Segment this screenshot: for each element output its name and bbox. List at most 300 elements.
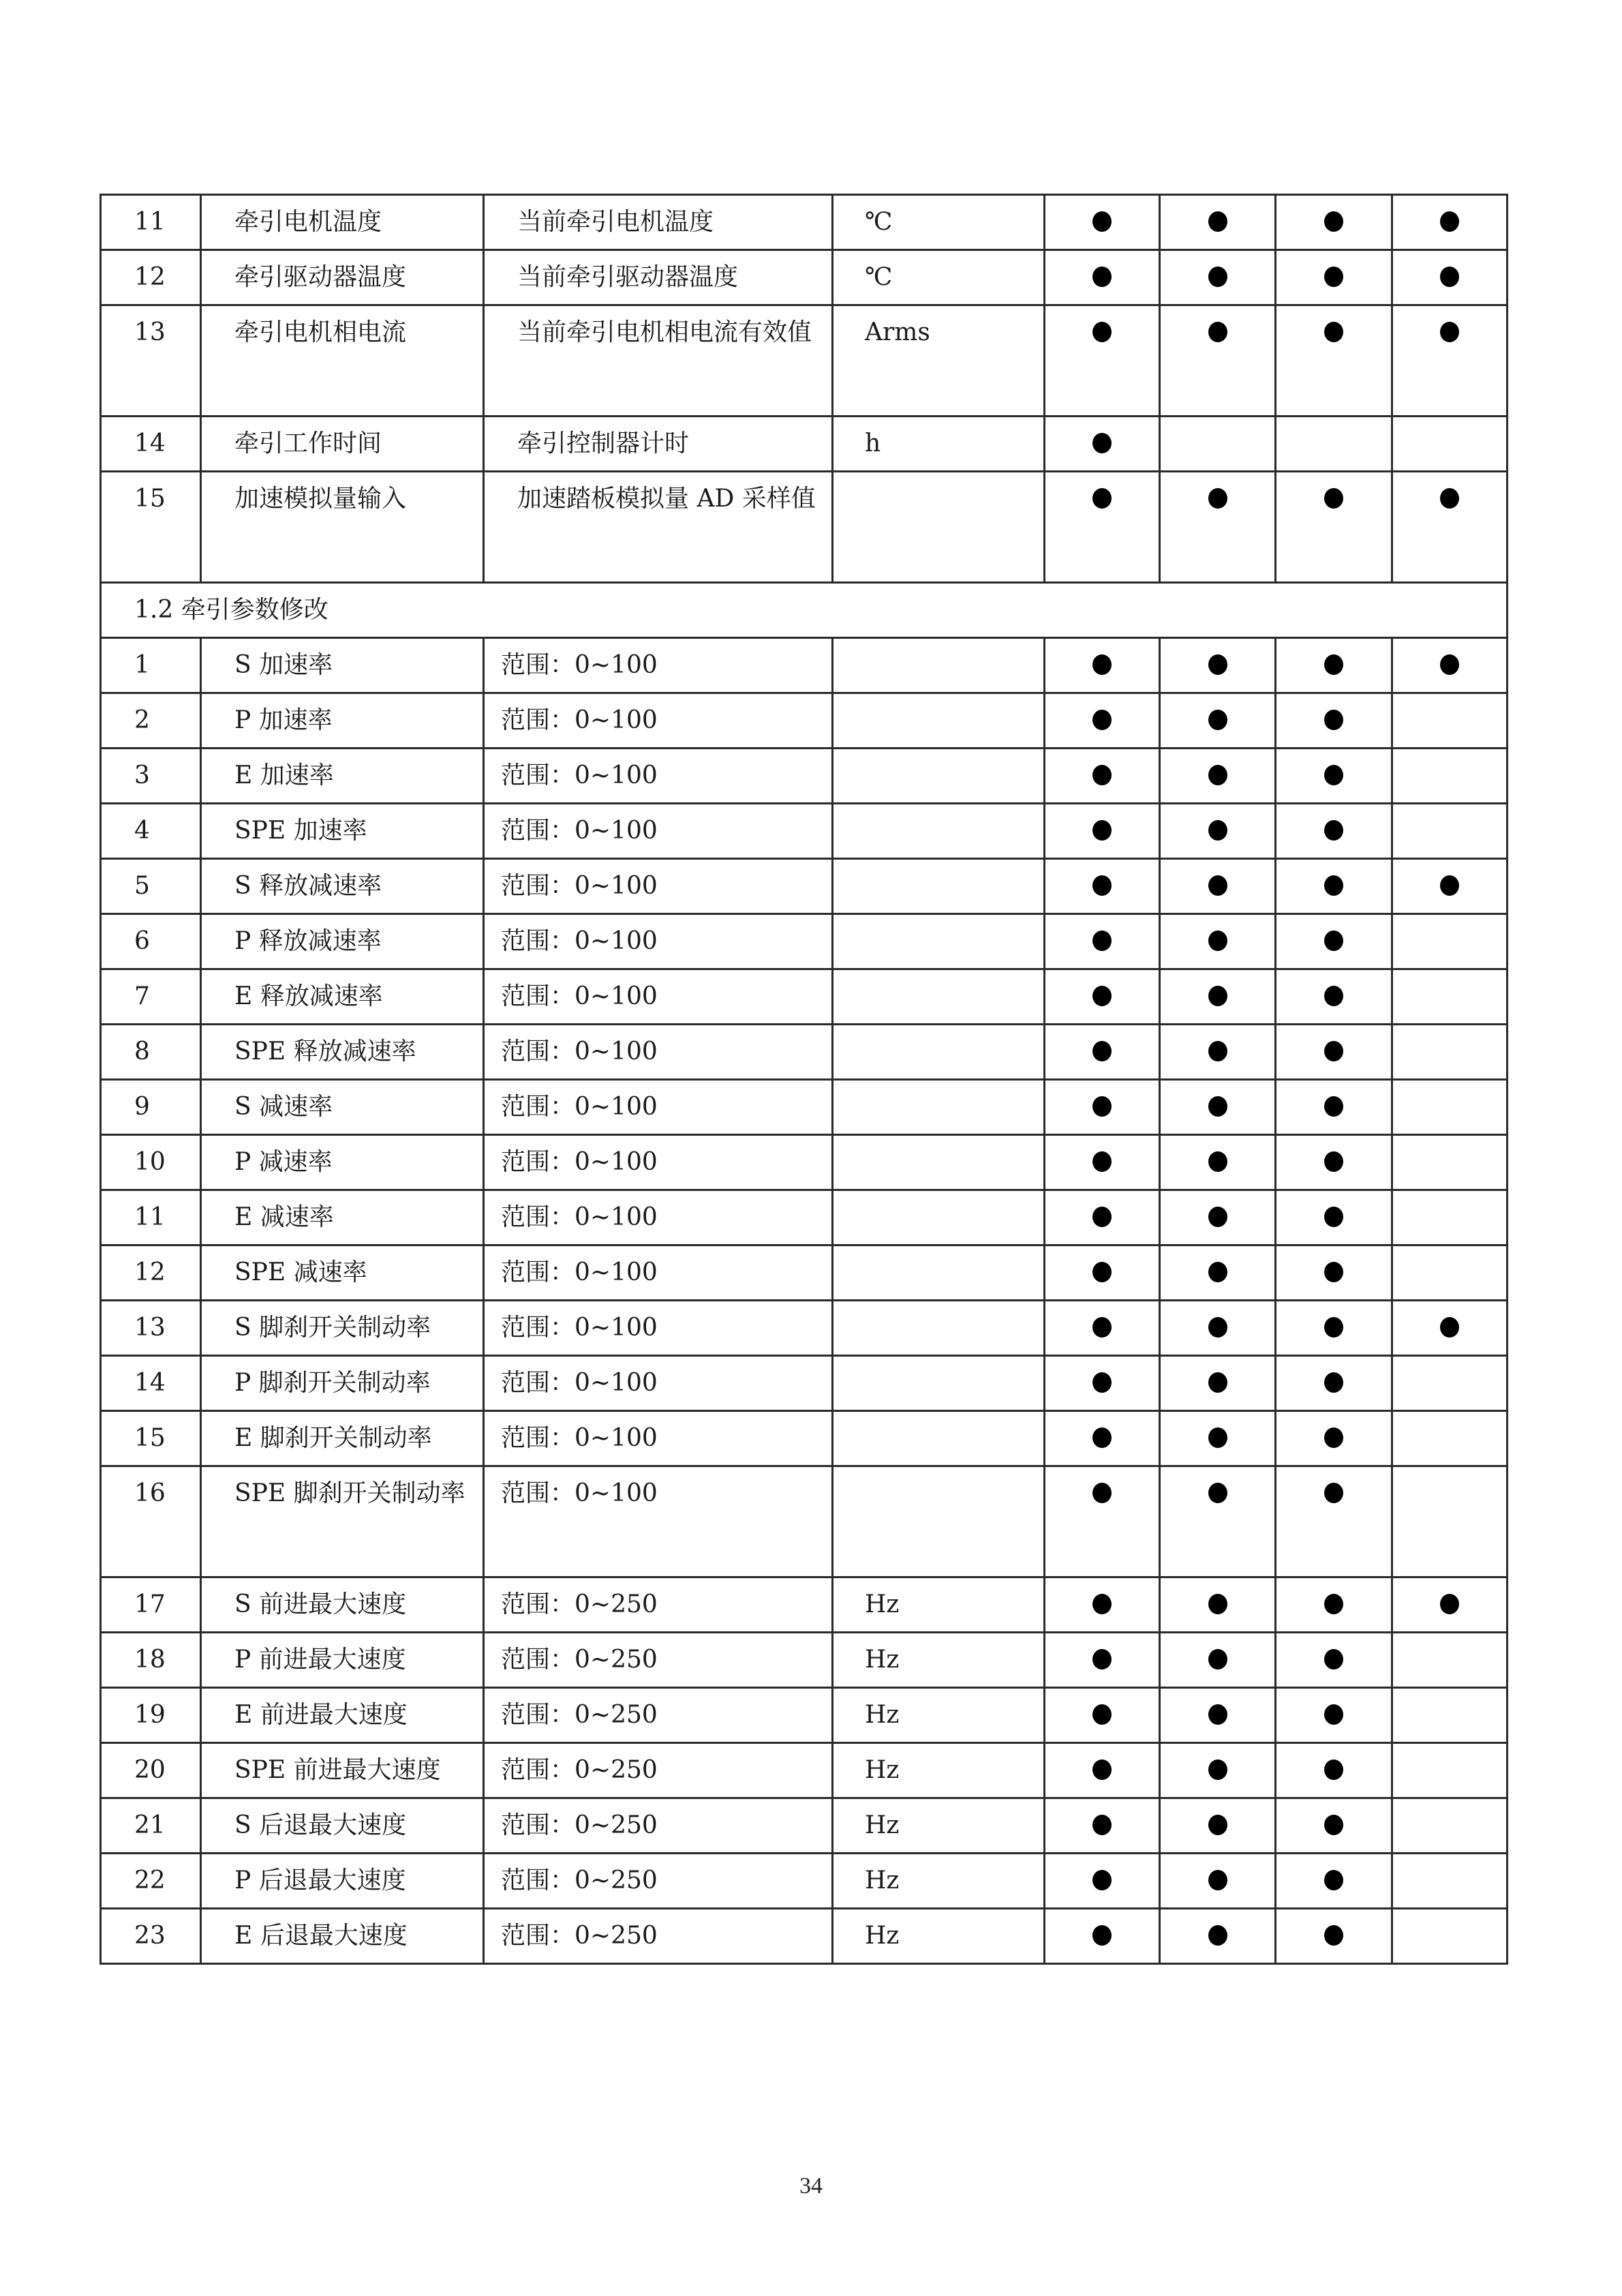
mode-3-support-cell bbox=[1276, 749, 1392, 804]
table-row bbox=[101, 1909, 1508, 1964]
mode-1-support-cell bbox=[1045, 1577, 1160, 1633]
parameter-name: E 减速率 bbox=[201, 1190, 484, 1245]
mode-4-support-cell bbox=[1392, 749, 1508, 804]
filled-circle-icon bbox=[1324, 211, 1343, 232]
filled-circle-icon bbox=[1324, 765, 1343, 785]
filled-circle-icon bbox=[1208, 654, 1227, 675]
parameter-name: SPE 减速率 bbox=[201, 1245, 484, 1301]
table-row bbox=[101, 914, 1508, 969]
filled-circle-icon bbox=[1324, 1815, 1343, 1835]
parameter-description: 范围：0~250 bbox=[484, 1688, 833, 1743]
mode-2-support-cell bbox=[1160, 1854, 1276, 1909]
mode-2-support-cell bbox=[1160, 638, 1276, 693]
row-number: 19 bbox=[101, 1688, 201, 1743]
parameter-name: 牵引驱动器温度 bbox=[201, 250, 484, 305]
filled-circle-icon bbox=[1092, 1372, 1112, 1393]
mode-1-support-cell bbox=[1045, 417, 1160, 472]
mode-1-support-cell bbox=[1045, 1190, 1160, 1245]
parameter-name: S 前进最大速度 bbox=[201, 1577, 484, 1633]
filled-circle-icon bbox=[1092, 488, 1112, 509]
mode-3-support-cell bbox=[1276, 1798, 1392, 1854]
filled-circle-icon bbox=[1440, 1594, 1459, 1614]
filled-circle-icon bbox=[1092, 433, 1112, 453]
table-row bbox=[101, 693, 1508, 749]
row-number: 22 bbox=[101, 1854, 201, 1909]
mode-3-support-cell bbox=[1276, 1080, 1392, 1135]
parameter-name: E 前进最大速度 bbox=[201, 1688, 484, 1743]
mode-3-support-cell bbox=[1276, 1743, 1392, 1798]
filled-circle-icon bbox=[1324, 1096, 1343, 1117]
mode-3-support-cell bbox=[1276, 1190, 1392, 1245]
mode-2-support-cell bbox=[1160, 1466, 1276, 1577]
mode-4-support-cell bbox=[1392, 804, 1508, 859]
mode-3-support-cell bbox=[1276, 804, 1392, 859]
parameter-description: 范围：0~100 bbox=[484, 1411, 833, 1466]
mode-2-support-cell bbox=[1160, 1356, 1276, 1411]
mode-4-support-cell bbox=[1392, 693, 1508, 749]
parameter-unit bbox=[833, 969, 1045, 1025]
parameter-description: 当前牵引电机相电流有效值 bbox=[484, 305, 833, 417]
mode-1-support-cell bbox=[1045, 305, 1160, 417]
filled-circle-icon bbox=[1092, 1704, 1112, 1725]
filled-circle-icon bbox=[1208, 1594, 1227, 1614]
mode-3-support-cell bbox=[1276, 472, 1392, 583]
filled-circle-icon bbox=[1324, 1151, 1343, 1172]
parameter-unit: ℃ bbox=[833, 195, 1045, 250]
mode-4-support-cell bbox=[1392, 1798, 1508, 1854]
filled-circle-icon bbox=[1324, 1372, 1343, 1393]
parameter-description: 范围：0~250 bbox=[484, 1798, 833, 1854]
parameter-unit bbox=[833, 1245, 1045, 1301]
parameter-name: 加速模拟量输入 bbox=[201, 472, 484, 583]
parameter-description: 加速踏板模拟量 AD 采样值 bbox=[484, 472, 833, 583]
mode-2-support-cell bbox=[1160, 1743, 1276, 1798]
mode-4-support-cell bbox=[1392, 859, 1508, 914]
filled-circle-icon bbox=[1208, 1870, 1227, 1890]
mode-2-support-cell bbox=[1160, 472, 1276, 583]
row-number: 18 bbox=[101, 1633, 201, 1688]
parameter-unit bbox=[833, 1411, 1045, 1466]
mode-3-support-cell bbox=[1276, 1135, 1392, 1190]
filled-circle-icon bbox=[1092, 1262, 1112, 1282]
row-number: 6 bbox=[101, 914, 201, 969]
filled-circle-icon bbox=[1208, 1483, 1227, 1503]
parameter-unit: ℃ bbox=[833, 250, 1045, 305]
filled-circle-icon bbox=[1092, 1317, 1112, 1338]
parameter-description: 范围：0~100 bbox=[484, 1190, 833, 1245]
mode-1-support-cell bbox=[1045, 1633, 1160, 1688]
parameter-table bbox=[100, 194, 1508, 1965]
mode-1-support-cell bbox=[1045, 969, 1160, 1025]
parameter-description: 范围：0~100 bbox=[484, 638, 833, 693]
table-row bbox=[101, 250, 1508, 305]
table-row bbox=[101, 1135, 1508, 1190]
filled-circle-icon bbox=[1208, 1649, 1227, 1670]
mode-3-support-cell bbox=[1276, 1633, 1392, 1688]
filled-circle-icon bbox=[1092, 654, 1112, 675]
table-row bbox=[101, 1301, 1508, 1356]
parameter-unit bbox=[833, 693, 1045, 749]
row-number: 1 bbox=[101, 638, 201, 693]
parameter-unit bbox=[833, 1190, 1045, 1245]
mode-1-support-cell bbox=[1045, 1743, 1160, 1798]
section-title: 1.2 牵引参数修改 bbox=[101, 583, 1508, 638]
filled-circle-icon bbox=[1324, 1649, 1343, 1670]
mode-3-support-cell bbox=[1276, 914, 1392, 969]
parameter-unit: Hz bbox=[833, 1688, 1045, 1743]
filled-circle-icon bbox=[1208, 1815, 1227, 1835]
mode-4-support-cell bbox=[1392, 1301, 1508, 1356]
mode-1-support-cell bbox=[1045, 1466, 1160, 1577]
parameter-description: 范围：0~100 bbox=[484, 969, 833, 1025]
mode-2-support-cell bbox=[1160, 1577, 1276, 1633]
table-row bbox=[101, 1080, 1508, 1135]
filled-circle-icon bbox=[1324, 267, 1343, 287]
filled-circle-icon bbox=[1440, 211, 1459, 232]
parameter-name: E 释放减速率 bbox=[201, 969, 484, 1025]
parameter-name: SPE 释放减速率 bbox=[201, 1025, 484, 1080]
mode-2-support-cell bbox=[1160, 1135, 1276, 1190]
row-number: 11 bbox=[101, 1190, 201, 1245]
parameter-unit bbox=[833, 638, 1045, 693]
filled-circle-icon bbox=[1440, 267, 1459, 287]
mode-1-support-cell bbox=[1045, 1798, 1160, 1854]
parameter-name: S 脚刹开关制动率 bbox=[201, 1301, 484, 1356]
filled-circle-icon bbox=[1208, 211, 1227, 232]
mode-4-support-cell bbox=[1392, 472, 1508, 583]
mode-2-support-cell bbox=[1160, 1301, 1276, 1356]
mode-3-support-cell bbox=[1276, 1466, 1392, 1577]
mode-2-support-cell bbox=[1160, 969, 1276, 1025]
row-number: 12 bbox=[101, 1245, 201, 1301]
filled-circle-icon bbox=[1208, 1207, 1227, 1227]
parameter-description: 当前牵引电机温度 bbox=[484, 195, 833, 250]
parameter-description: 当前牵引驱动器温度 bbox=[484, 250, 833, 305]
filled-circle-icon bbox=[1324, 488, 1343, 509]
row-number: 14 bbox=[101, 417, 201, 472]
row-number: 7 bbox=[101, 969, 201, 1025]
row-number: 15 bbox=[101, 1411, 201, 1466]
row-number: 15 bbox=[101, 472, 201, 583]
mode-2-support-cell bbox=[1160, 914, 1276, 969]
mode-3-support-cell bbox=[1276, 1688, 1392, 1743]
filled-circle-icon bbox=[1324, 1925, 1343, 1946]
filled-circle-icon bbox=[1092, 1151, 1112, 1172]
parameter-unit bbox=[833, 1466, 1045, 1577]
parameter-description: 范围：0~250 bbox=[484, 1854, 833, 1909]
filled-circle-icon bbox=[1324, 1317, 1343, 1338]
table-row bbox=[101, 1688, 1508, 1743]
row-number: 10 bbox=[101, 1135, 201, 1190]
mode-2-support-cell bbox=[1160, 749, 1276, 804]
filled-circle-icon bbox=[1208, 1704, 1227, 1725]
parameter-description: 范围：0~100 bbox=[484, 1135, 833, 1190]
mode-4-support-cell bbox=[1392, 1743, 1508, 1798]
filled-circle-icon bbox=[1208, 765, 1227, 785]
filled-circle-icon bbox=[1092, 1483, 1112, 1503]
filled-circle-icon bbox=[1092, 986, 1112, 1006]
parameter-name: S 释放减速率 bbox=[201, 859, 484, 914]
filled-circle-icon bbox=[1440, 322, 1459, 342]
filled-circle-icon bbox=[1440, 875, 1459, 896]
table-row bbox=[101, 749, 1508, 804]
mode-3-support-cell bbox=[1276, 1356, 1392, 1411]
filled-circle-icon bbox=[1324, 1483, 1343, 1503]
mode-3-support-cell bbox=[1276, 969, 1392, 1025]
filled-circle-icon bbox=[1092, 1207, 1112, 1227]
mode-4-support-cell bbox=[1392, 1909, 1508, 1964]
mode-4-support-cell bbox=[1392, 1688, 1508, 1743]
parameter-description: 范围：0~100 bbox=[484, 1356, 833, 1411]
row-number: 13 bbox=[101, 1301, 201, 1356]
filled-circle-icon bbox=[1324, 1207, 1343, 1227]
mode-4-support-cell bbox=[1392, 1466, 1508, 1577]
table-row bbox=[101, 804, 1508, 859]
table-row bbox=[101, 1190, 1508, 1245]
parameter-unit: Hz bbox=[833, 1577, 1045, 1633]
mode-2-support-cell bbox=[1160, 1633, 1276, 1688]
mode-4-support-cell bbox=[1392, 1577, 1508, 1633]
table-row bbox=[101, 638, 1508, 693]
mode-3-support-cell bbox=[1276, 250, 1392, 305]
parameter-unit bbox=[833, 749, 1045, 804]
filled-circle-icon bbox=[1208, 1041, 1227, 1061]
mode-4-support-cell bbox=[1392, 1356, 1508, 1411]
parameter-name: P 后退最大速度 bbox=[201, 1854, 484, 1909]
mode-3-support-cell bbox=[1276, 1301, 1392, 1356]
table-row bbox=[101, 1743, 1508, 1798]
filled-circle-icon bbox=[1092, 322, 1112, 342]
row-number: 11 bbox=[101, 195, 201, 250]
parameter-unit bbox=[833, 472, 1045, 583]
mode-1-support-cell bbox=[1045, 1245, 1160, 1301]
mode-2-support-cell bbox=[1160, 250, 1276, 305]
mode-4-support-cell bbox=[1392, 1025, 1508, 1080]
parameter-description: 牵引控制器计时 bbox=[484, 417, 833, 472]
table-row bbox=[101, 859, 1508, 914]
parameter-description: 范围：0~250 bbox=[484, 1909, 833, 1964]
filled-circle-icon bbox=[1208, 875, 1227, 896]
filled-circle-icon bbox=[1208, 322, 1227, 342]
filled-circle-icon bbox=[1092, 1870, 1112, 1890]
mode-1-support-cell bbox=[1045, 1356, 1160, 1411]
filled-circle-icon bbox=[1208, 1096, 1227, 1117]
table-row bbox=[101, 1633, 1508, 1688]
mode-1-support-cell bbox=[1045, 1025, 1160, 1080]
filled-circle-icon bbox=[1324, 710, 1343, 730]
parameter-description: 范围：0~100 bbox=[484, 804, 833, 859]
mode-4-support-cell bbox=[1392, 195, 1508, 250]
parameter-unit bbox=[833, 1080, 1045, 1135]
filled-circle-icon bbox=[1092, 267, 1112, 287]
table-row bbox=[101, 1245, 1508, 1301]
parameter-description: 范围：0~100 bbox=[484, 1466, 833, 1577]
row-number: 14 bbox=[101, 1356, 201, 1411]
mode-4-support-cell bbox=[1392, 1245, 1508, 1301]
parameter-description: 范围：0~100 bbox=[484, 859, 833, 914]
mode-2-support-cell bbox=[1160, 305, 1276, 417]
parameter-name: P 加速率 bbox=[201, 693, 484, 749]
filled-circle-icon bbox=[1092, 1759, 1112, 1780]
mode-2-support-cell bbox=[1160, 1688, 1276, 1743]
mode-1-support-cell bbox=[1045, 804, 1160, 859]
page-number: 34 bbox=[799, 2173, 823, 2199]
filled-circle-icon bbox=[1324, 1262, 1343, 1282]
filled-circle-icon bbox=[1092, 1096, 1112, 1117]
mode-3-support-cell bbox=[1276, 1245, 1392, 1301]
parameter-name: 牵引工作时间 bbox=[201, 417, 484, 472]
filled-circle-icon bbox=[1208, 1759, 1227, 1780]
filled-circle-icon bbox=[1092, 1815, 1112, 1835]
mode-3-support-cell bbox=[1276, 1909, 1392, 1964]
filled-circle-icon bbox=[1092, 1428, 1112, 1448]
mode-4-support-cell bbox=[1392, 638, 1508, 693]
mode-3-support-cell bbox=[1276, 859, 1392, 914]
filled-circle-icon bbox=[1092, 820, 1112, 841]
mode-1-support-cell bbox=[1045, 1688, 1160, 1743]
mode-4-support-cell bbox=[1392, 1411, 1508, 1466]
row-number: 12 bbox=[101, 250, 201, 305]
mode-3-support-cell bbox=[1276, 1854, 1392, 1909]
row-number: 8 bbox=[101, 1025, 201, 1080]
mode-1-support-cell bbox=[1045, 250, 1160, 305]
mode-4-support-cell bbox=[1392, 1135, 1508, 1190]
mode-4-support-cell bbox=[1392, 417, 1508, 472]
parameter-name: E 脚刹开关制动率 bbox=[201, 1411, 484, 1466]
filled-circle-icon bbox=[1440, 654, 1459, 675]
filled-circle-icon bbox=[1208, 820, 1227, 841]
mode-2-support-cell bbox=[1160, 1245, 1276, 1301]
mode-2-support-cell bbox=[1160, 859, 1276, 914]
filled-circle-icon bbox=[1324, 820, 1343, 841]
parameter-name: P 脚刹开关制动率 bbox=[201, 1356, 484, 1411]
parameter-name: S 加速率 bbox=[201, 638, 484, 693]
row-number: 2 bbox=[101, 693, 201, 749]
filled-circle-icon bbox=[1208, 1925, 1227, 1946]
filled-circle-icon bbox=[1208, 986, 1227, 1006]
parameter-description: 范围：0~100 bbox=[484, 1080, 833, 1135]
filled-circle-icon bbox=[1208, 710, 1227, 730]
parameter-unit bbox=[833, 859, 1045, 914]
filled-circle-icon bbox=[1092, 211, 1112, 232]
filled-circle-icon bbox=[1440, 488, 1459, 509]
mode-1-support-cell bbox=[1045, 859, 1160, 914]
table-row bbox=[101, 195, 1508, 250]
parameter-description: 范围：0~100 bbox=[484, 693, 833, 749]
mode-2-support-cell bbox=[1160, 693, 1276, 749]
parameter-name: P 前进最大速度 bbox=[201, 1633, 484, 1688]
mode-4-support-cell bbox=[1392, 914, 1508, 969]
mode-2-support-cell bbox=[1160, 1025, 1276, 1080]
filled-circle-icon bbox=[1324, 654, 1343, 675]
parameter-unit bbox=[833, 1025, 1045, 1080]
parameter-description: 范围：0~250 bbox=[484, 1743, 833, 1798]
filled-circle-icon bbox=[1208, 488, 1227, 509]
filled-circle-icon bbox=[1092, 931, 1112, 951]
table-row bbox=[101, 305, 1508, 417]
table-row bbox=[101, 1798, 1508, 1854]
mode-1-support-cell bbox=[1045, 1854, 1160, 1909]
mode-4-support-cell bbox=[1392, 250, 1508, 305]
parameter-name: P 减速率 bbox=[201, 1135, 484, 1190]
filled-circle-icon bbox=[1092, 1649, 1112, 1670]
parameter-unit: Hz bbox=[833, 1854, 1045, 1909]
parameter-unit: Hz bbox=[833, 1743, 1045, 1798]
filled-circle-icon bbox=[1092, 765, 1112, 785]
filled-circle-icon bbox=[1324, 1759, 1343, 1780]
parameter-description: 范围：0~250 bbox=[484, 1577, 833, 1633]
mode-1-support-cell bbox=[1045, 195, 1160, 250]
row-number: 23 bbox=[101, 1909, 201, 1964]
filled-circle-icon bbox=[1208, 1428, 1227, 1448]
filled-circle-icon bbox=[1092, 1041, 1112, 1061]
table-row bbox=[101, 1025, 1508, 1080]
filled-circle-icon bbox=[1324, 1870, 1343, 1890]
filled-circle-icon bbox=[1324, 1428, 1343, 1448]
table-row bbox=[101, 1854, 1508, 1909]
parameter-table-body bbox=[101, 195, 1508, 1964]
mode-1-support-cell bbox=[1045, 1135, 1160, 1190]
row-number: 5 bbox=[101, 859, 201, 914]
table-row bbox=[101, 1356, 1508, 1411]
filled-circle-icon bbox=[1208, 1317, 1227, 1338]
filled-circle-icon bbox=[1324, 1041, 1343, 1061]
mode-2-support-cell bbox=[1160, 804, 1276, 859]
filled-circle-icon bbox=[1092, 710, 1112, 730]
mode-4-support-cell bbox=[1392, 1190, 1508, 1245]
section-header-row bbox=[101, 583, 1508, 638]
mode-2-support-cell bbox=[1160, 1909, 1276, 1964]
parameter-name: SPE 加速率 bbox=[201, 804, 484, 859]
parameter-name: SPE 前进最大速度 bbox=[201, 1743, 484, 1798]
row-number: 13 bbox=[101, 305, 201, 417]
mode-1-support-cell bbox=[1045, 638, 1160, 693]
parameter-description: 范围：0~250 bbox=[484, 1633, 833, 1688]
mode-3-support-cell bbox=[1276, 1577, 1392, 1633]
filled-circle-icon bbox=[1324, 875, 1343, 896]
filled-circle-icon bbox=[1324, 322, 1343, 342]
mode-3-support-cell bbox=[1276, 693, 1392, 749]
filled-circle-icon bbox=[1208, 1372, 1227, 1393]
parameter-unit: h bbox=[833, 417, 1045, 472]
filled-circle-icon bbox=[1092, 1594, 1112, 1614]
parameter-name: S 减速率 bbox=[201, 1080, 484, 1135]
parameter-description: 范围：0~100 bbox=[484, 1301, 833, 1356]
table-row bbox=[101, 1411, 1508, 1466]
filled-circle-icon bbox=[1324, 931, 1343, 951]
parameter-unit: Hz bbox=[833, 1798, 1045, 1854]
table-row bbox=[101, 417, 1508, 472]
mode-4-support-cell bbox=[1392, 1854, 1508, 1909]
filled-circle-icon bbox=[1208, 267, 1227, 287]
row-number: 3 bbox=[101, 749, 201, 804]
mode-1-support-cell bbox=[1045, 1080, 1160, 1135]
parameter-description: 范围：0~100 bbox=[484, 1245, 833, 1301]
table-row bbox=[101, 969, 1508, 1025]
row-number: 16 bbox=[101, 1466, 201, 1577]
mode-1-support-cell bbox=[1045, 1411, 1160, 1466]
table-row bbox=[101, 1466, 1508, 1577]
parameter-name: 牵引电机温度 bbox=[201, 195, 484, 250]
filled-circle-icon bbox=[1208, 1262, 1227, 1282]
parameter-unit bbox=[833, 1135, 1045, 1190]
mode-4-support-cell bbox=[1392, 969, 1508, 1025]
filled-circle-icon bbox=[1092, 875, 1112, 896]
mode-3-support-cell bbox=[1276, 305, 1392, 417]
mode-2-support-cell bbox=[1160, 1080, 1276, 1135]
filled-circle-icon bbox=[1324, 986, 1343, 1006]
parameter-name: S 后退最大速度 bbox=[201, 1798, 484, 1854]
